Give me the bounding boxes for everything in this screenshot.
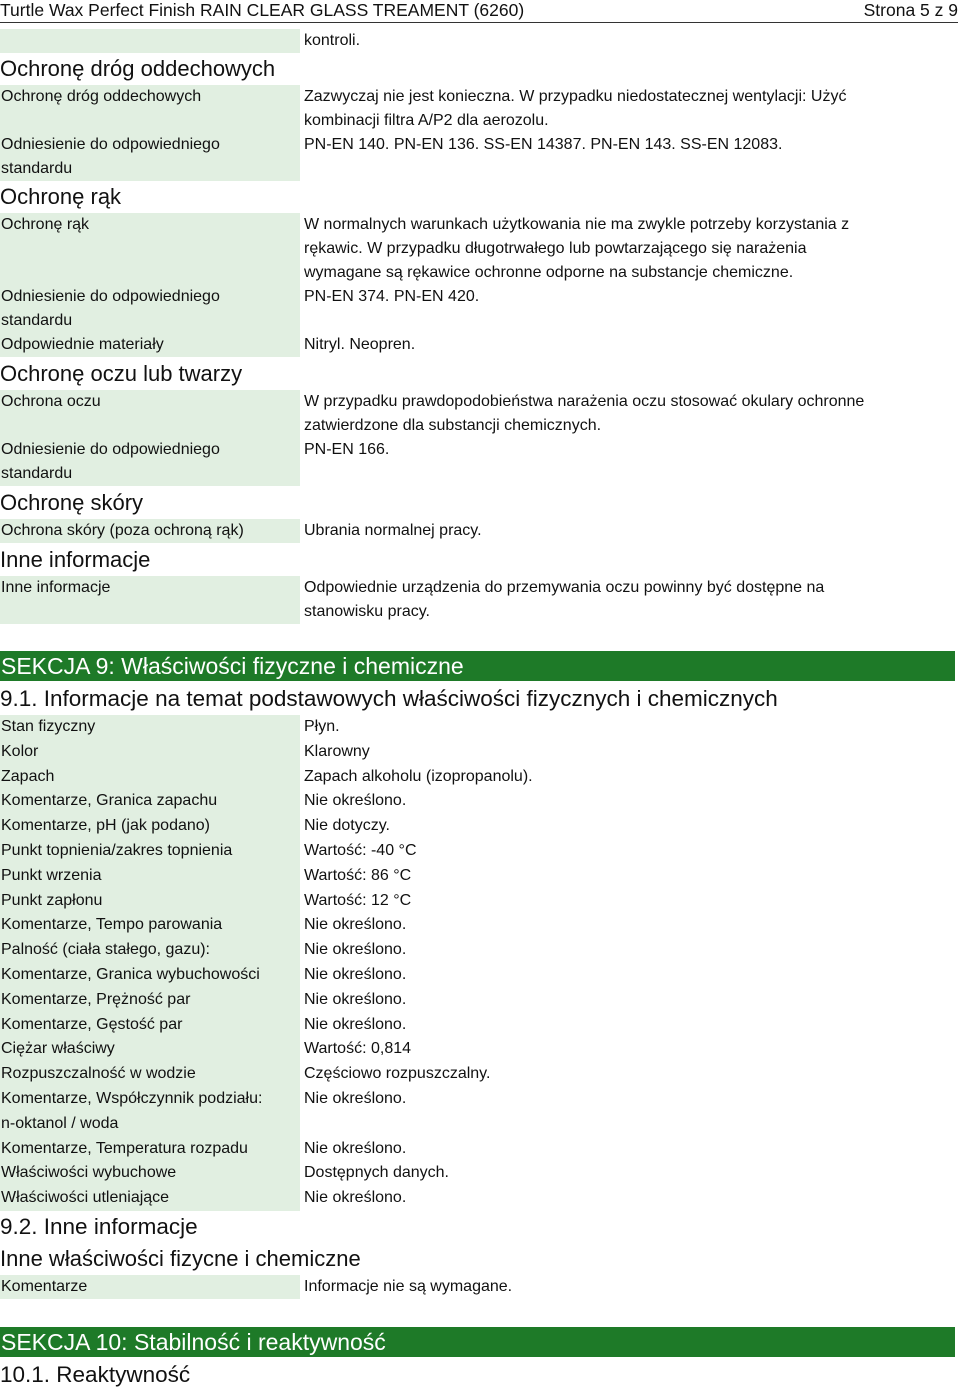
property-label-line: Komentarze, Temperatura rozpadu [1, 1139, 248, 1157]
property-label [0, 913, 300, 938]
other-value-line1: Odpowiednie urządzenia do przemywania oczu powinny być dostępne na [304, 579, 825, 596]
property-label-line: Palność (ciała stałego, gazu): [1, 941, 210, 959]
property-label-line: Ciężar właściwy [1, 1040, 115, 1058]
property-label [0, 1062, 300, 1087]
property-label [0, 1013, 300, 1038]
other-value [304, 576, 954, 624]
property-label-line: Stan fizyczny [1, 718, 96, 735]
respiratory-standard-value: PN-EN 140. PN-EN 136. SS-EN 14387. PN-EN 143. SS-EN 12083. [304, 136, 783, 153]
property-label-line: Kolor [1, 742, 39, 760]
property-label-line: Komentarze, pH (jak podano) [1, 817, 210, 835]
section-9-1-heading: 9.1. Informacje na temat podstawowych właściwości fizycznych i chemicznych [0, 686, 778, 711]
other-properties-heading: Inne właściwości fizycne i chemiczne [0, 1246, 361, 1271]
label-line: Odniesienie do odpowiedniego [1, 441, 220, 458]
section-9-2-heading: 9.2. Inne informacje [0, 1214, 198, 1239]
section-10-1-heading: 10.1. Reaktywność [0, 1362, 191, 1387]
property-value: Nie określono. [304, 1090, 407, 1107]
property-label-line: n-oktanol / woda [1, 1114, 119, 1132]
hands-value-line3: wymagane są rękawice ochronne odporne na substancje chemiczne. [304, 264, 794, 281]
property-label [0, 1186, 300, 1211]
eyes-standard-value: PN-EN 166. [304, 441, 390, 458]
section-9-banner: SEKCJA 9: Właściwości fizyczne i chemiczne [0, 651, 955, 681]
property-label-line: Rozpuszczalność w wodzie [1, 1065, 196, 1083]
other-heading: Inne informacje [0, 547, 151, 572]
property-label [0, 789, 300, 814]
property-value: Dostępnych danych. [304, 1164, 449, 1182]
property-label-line: Komentarze, Gęstość par [1, 1015, 183, 1033]
respiratory-label: Ochronę dróg oddechowych [0, 85, 300, 133]
page-number: Strona 5 z 9 [863, 0, 958, 20]
property-label [0, 1137, 300, 1162]
property-value: Nie dotyczy. [304, 817, 390, 835]
property-value: Nie określono. [304, 916, 407, 934]
property-value: Klarowny [304, 742, 370, 760]
property-label-line: Komentarze, Współczynnik podziału: [1, 1090, 263, 1107]
eyes-label: Ochrona oczu [0, 390, 300, 438]
comment-label: Komentarze [0, 1275, 300, 1299]
eyes-heading: Ochronę oczu lub twarzy [0, 361, 243, 386]
property-value: Nie określono. [304, 1015, 407, 1033]
property-label-line: Właściwości utleniające [1, 1189, 170, 1207]
skin-label: Ochrona skóry (poza ochroną rąk) [0, 519, 300, 543]
property-value: Wartość: -40 °C [304, 842, 417, 859]
eyes-value-line2: zatwierdzone dla substancji chemicznych. [304, 417, 602, 434]
document-title: Turtle Wax Perfect Finish RAIN CLEAR GLASS TREAMENT (6260) [0, 0, 525, 20]
property-label-line: Komentarze, Prężność par [1, 990, 191, 1008]
section-10-banner: SEKCJA 10: Stabilność i reaktywność [0, 1327, 955, 1357]
property-label [0, 938, 300, 963]
skin-heading: Ochronę skóry [0, 490, 144, 515]
other-value-line2: stanowisku pracy. [304, 603, 430, 620]
other-label: Inne informacje [0, 576, 300, 624]
property-label [0, 765, 300, 790]
skin-value: Ubrania normalnej pracy. [304, 522, 482, 539]
hands-value-line2: rękawic. W przypadku długotrwałego lub powtarzającego się narażenia [304, 240, 807, 257]
hands-label: Ochronę rąk [0, 213, 300, 285]
property-label-line: Komentarze, Tempo parowania [1, 916, 223, 934]
property-value: Wartość: 86 °C [304, 866, 412, 884]
respiratory-standard-label [0, 133, 300, 181]
property-label-line: Punkt zapłonu [1, 891, 103, 909]
property-value: Zapach alkoholu (izopropanolu). [304, 767, 533, 785]
hands-heading: Ochronę rąk [0, 184, 122, 209]
property-label [0, 988, 300, 1013]
label-line: Odniesienie do odpowiedniego [1, 288, 220, 305]
property-label [0, 1161, 300, 1186]
property-label [0, 864, 300, 889]
property-label-line: Punkt wrzenia [1, 866, 102, 884]
respiratory-heading: Ochronę dróg oddechowych [0, 56, 276, 81]
property-label-line: Komentarze, Granica zapachu [1, 792, 218, 810]
hands-standard-label [0, 285, 300, 333]
property-label-line: Komentarze, Granica wybuchowości [1, 966, 260, 983]
property-label [0, 963, 300, 988]
hands-value [304, 213, 954, 285]
eyes-standard-label [0, 438, 300, 486]
property-value: Nie określono. [304, 966, 407, 983]
label-line: standardu [1, 160, 73, 177]
property-value: Płyn. [304, 718, 340, 735]
property-value: Nie określono. [304, 941, 407, 959]
property-label [0, 814, 300, 839]
property-label [0, 1037, 300, 1062]
property-value: Nie określono. [304, 1189, 407, 1207]
property-value: Wartość: 0,814 [304, 1040, 412, 1058]
respiratory-value-line2: kombinacji filtra A/P2 dla aerozolu. [304, 112, 549, 129]
property-label [0, 889, 300, 914]
label-cell-empty [0, 29, 300, 53]
comment-value: Informacje nie są wymagane. [304, 1278, 513, 1295]
eyes-value [304, 390, 954, 438]
respiratory-value [304, 85, 954, 133]
eyes-value-line1: W przypadku prawdopodobieństwa narażenia oczu stosować okulary ochronne [304, 393, 865, 410]
property-label-line: Punkt topnienia/zakres topnienia [1, 842, 233, 859]
label-line: standardu [1, 465, 73, 482]
respiratory-value-line1: Zazwyczaj nie jest konieczna. W przypadku niedostatecznej wentylacji: Użyć [304, 88, 847, 105]
property-label [0, 839, 300, 864]
property-value: Częściowo rozpuszczalny. [304, 1065, 491, 1083]
property-value: Nie określono. [304, 792, 407, 810]
hands-value-line1: W normalnych warunkach użytkowania nie ma zwykle potrzeby korzystania z [304, 216, 850, 233]
property-label [0, 1087, 300, 1137]
continuation-text: kontroli. [304, 32, 361, 49]
hands-standard-value: PN-EN 374. PN-EN 420. [304, 288, 480, 305]
property-value: Nie określono. [304, 1139, 407, 1157]
property-label-line: Właściwości wybuchowe [1, 1164, 177, 1182]
property-label-line: Zapach [1, 767, 55, 785]
label-line: Odniesienie do odpowiedniego [1, 136, 220, 153]
property-value: Nie określono. [304, 990, 407, 1008]
property-label [0, 740, 300, 765]
hands-materials-value: Nitryl. Neopren. [304, 336, 416, 353]
label-line: standardu [1, 312, 73, 329]
property-value: Wartość: 12 °C [304, 891, 412, 909]
hands-materials-label: Odpowiednie materiały [0, 333, 300, 357]
property-label [0, 715, 300, 740]
